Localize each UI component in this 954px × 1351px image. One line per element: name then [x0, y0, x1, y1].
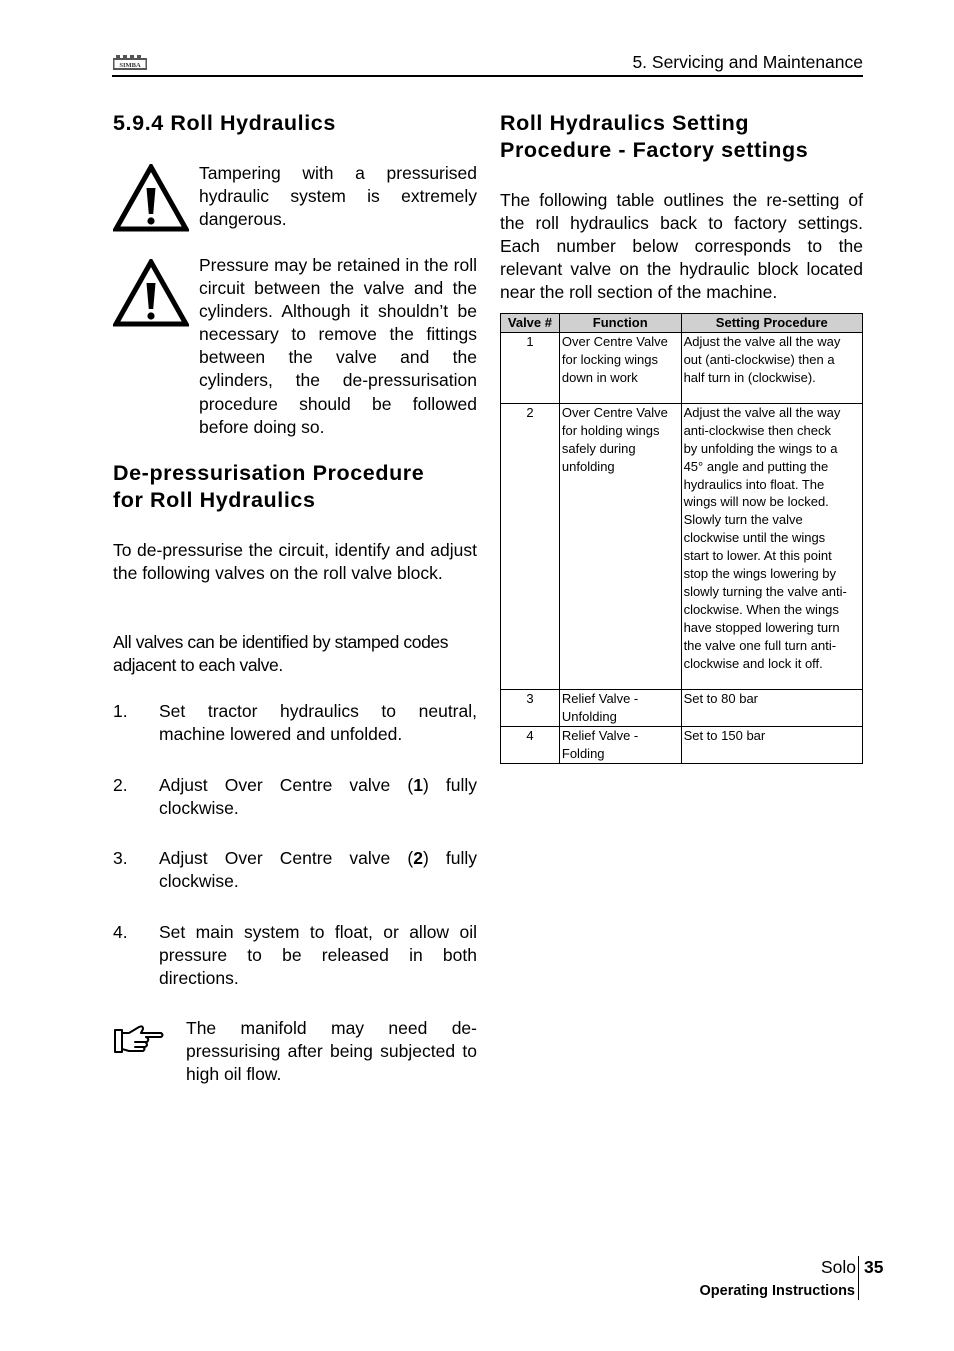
table-row: 1 Over Centre Valve for locking wings down in work Adjust the valve all the way out (anti-clockwise) then a half turn in (clockwise).	[501, 332, 863, 403]
page-number: 35	[864, 1257, 884, 1277]
warning-icon	[113, 259, 189, 327]
simba-logo	[113, 55, 147, 71]
section-header: 5. Servicing and Maintenance	[632, 52, 863, 72]
step-number: 3.	[113, 848, 128, 868]
section-title: 5.9.4 Roll Hydraulics	[113, 111, 336, 135]
column-header: Setting Procedure	[681, 314, 862, 333]
intro-paragraph: To de-pressurise the circuit, identify and adjust the following valves on the roll valve block.	[113, 540, 477, 584]
step-number: 2.	[113, 775, 128, 795]
table-row: 2 Over Centre Valve for holding wings safely during unfolding Adjust the valve all the way anti-clockwise then check by unfolding the wings to a 45° angle and putting the hydraulics into float. The wings will now be locked. Slowly turn the valve clockwise until the wings start to lower. At this point stop the wings lowering by slowly turning the valve anti- clockwise. When the wings have stopped lowering turn the valve one full turn anti- clockwise and lock it off.	[501, 403, 863, 689]
depressurisation-title: De-pressurisation Procedure for Roll Hydraulics	[113, 461, 425, 512]
column-header: Valve #	[501, 314, 560, 333]
step-text: Adjust Over Centre valve (2) fully clockwise.	[159, 848, 477, 892]
step-text: Set tractor hydraulics to neutral, machine lowered and unfolded.	[159, 701, 477, 745]
settings-table	[500, 313, 863, 764]
step-text: Adjust Over Centre valve (1) fully clockwise.	[159, 775, 477, 819]
warning-icon	[113, 164, 189, 232]
pointing-hand-icon	[113, 1024, 165, 1060]
identification-paragraph: All valves can be identified by stamped codes adjacent to each valve.	[113, 632, 449, 676]
step-number: 4.	[113, 922, 128, 942]
table-row: 3 Relief Valve - Unfolding Set to 80 bar	[501, 689, 863, 726]
table-row: 4 Relief Valve - Folding Set to 150 bar	[501, 726, 863, 763]
step-number: 1.	[113, 701, 128, 721]
note-text: The manifold may need de-pressurising after being subjected to high oil flow.	[186, 1018, 477, 1085]
warning-text-2: Pressure may be retained in the roll circuit between the valve and the cylinders. Although it shouldn’t be necessary to remove the fittings between the valve and the cylinders, the de-pressurisation procedure should be followed before doing so.	[199, 255, 477, 437]
document-subtitle: Operating Instructions	[699, 1283, 855, 1299]
column-header: Function	[559, 314, 681, 333]
product-name: Solo	[820, 1257, 856, 1277]
svg-text:SIMBA: SIMBA	[119, 62, 141, 69]
settings-intro: The following table outlines the re-setting of the roll hydraulics back to factory settings. Each number below corresponds to the relevant valve on the hydraulic block located near the roll section of the machine.	[500, 190, 863, 303]
step-text: Set main system to float, or allow oil pressure to be released in both directions.	[159, 922, 477, 989]
warning-text-1: Tampering with a pressurised hydraulic system is extremely dangerous.	[199, 163, 477, 230]
header-rule	[112, 75, 863, 77]
footer-divider	[858, 1256, 859, 1300]
settings-title: Roll Hydraulics Setting Procedure - Factory settings	[500, 111, 809, 162]
